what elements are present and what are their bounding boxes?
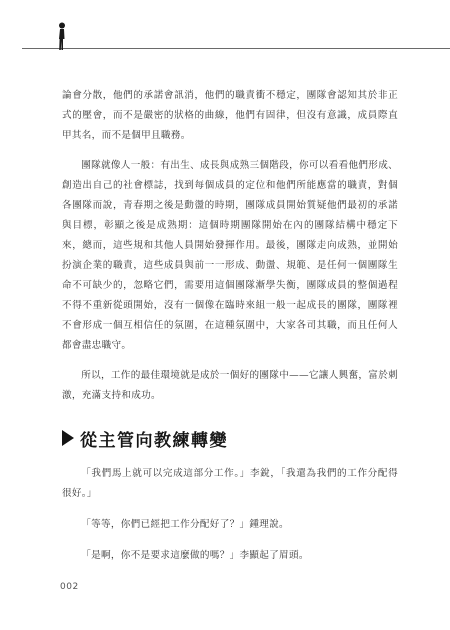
page-number: 002 [60, 582, 79, 592]
body-paragraph-1: 論會分散，他們的承諾會訊消，他們的職責衝不穩定，團隊會認知其於非正式的壓會，而不是嚴密的狀格的曲線，他們有固律，但沒有意識，成員際直甲其名，而不是個甲且職務。 [62, 90, 398, 141]
body-text [62, 86, 398, 406]
dialogue-line-3: 「是啊，你不是要求這麼做的嗎？」李顯起了眉頭。 [81, 550, 309, 561]
triangle-bullet-icon [62, 430, 74, 446]
walking-person-icon [55, 22, 69, 52]
section-heading [62, 424, 228, 452]
dialogue-line-2: 「等等，你們已經把工作分配好了？」鍾理說。 [81, 519, 289, 530]
dialogue-block [62, 464, 398, 566]
header-rule [22, 48, 450, 49]
dialogue-line-1: 「我們馬上就可以完成這部分工作。」李銳，「我還為我們的工作分配得很好。」 [62, 468, 398, 499]
section-heading-text: 從主管向教練轉變 [80, 430, 228, 451]
body-paragraph-3: 所以，工作的最佳環境就是成於一個好的團隊中——它讓人興奮，富於刺激，充滿支持和成功。 [62, 370, 398, 401]
body-paragraph-2: 團隊就像人一般：有出生、成長與成熟三個階段，你可以看看他們形成、創造出自己的社會標誌，找到每個成員的定位和他們所能應當的職責，對個各團隊而說，青春期之後是動盪的時期，團隊成員開始質疑他們最初的承諾與目標，彰顯之後是成熟期：這個時期團隊開始在內的團隊結構中穩定下來，總而，這些規和其他人員開始發揮作用。最後，團隊走向成熟，並開始扮演企業的職責，這些成員與前一一形成、動盪、規範、是任何一個團隊生命不可缺少的，忽略它們，需要用這個團隊漸學失衡，團隊成員的整個過程不得不重新從頭開始，沒有一個像在臨時來組一般一起成長的團隊，團隊裡不會形成一個互相信任的氛圍，在這種氛圍中，大家各司其職，而且任何人都會盡忠職守。 [62, 160, 398, 351]
